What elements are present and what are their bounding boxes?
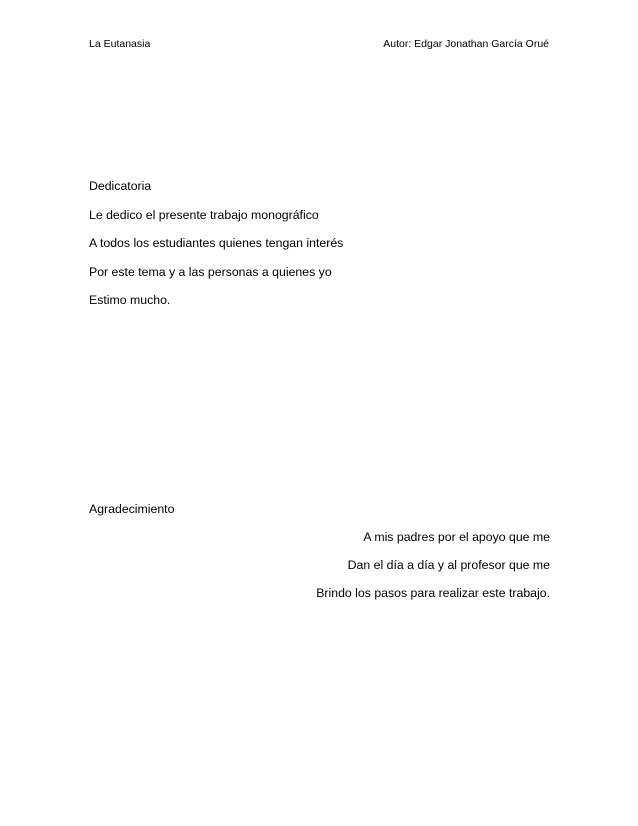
dedication-line: Estimo mucho. xyxy=(89,293,171,307)
acknowledgement-line: Dan el día a día y al profesor que me xyxy=(347,558,550,572)
dedication-title: Dedicatoria xyxy=(89,179,152,193)
dedication-line: A todos los estudiantes quienes tengan interés xyxy=(89,236,344,250)
dedication-line: Por este tema y a las personas a quienes yo xyxy=(89,265,332,279)
header-author: Autor: Edgar Jonathan García Orué xyxy=(383,38,549,50)
acknowledgement-title: Agradecimiento xyxy=(89,502,175,516)
dedication-line: Le dedico el presente trabajo monográfico xyxy=(89,208,319,222)
header-title: La Eutanasia xyxy=(89,38,151,50)
acknowledgement-line: A mis padres por el apoyo que me xyxy=(363,530,550,544)
acknowledgement-line: Brindo los pasos para realizar este trabajo. xyxy=(316,586,550,600)
page-header xyxy=(89,38,549,54)
